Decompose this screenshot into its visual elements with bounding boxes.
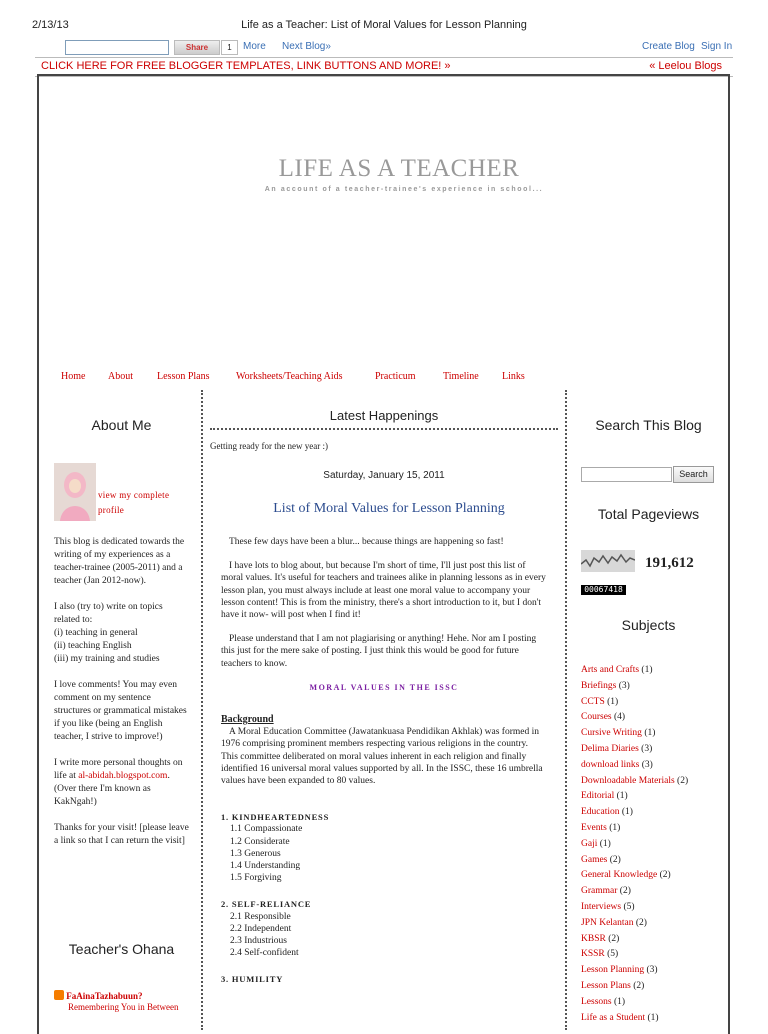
about-topic: (ii) teaching English bbox=[54, 641, 132, 651]
subject-link[interactable]: Delima Diaries bbox=[581, 743, 639, 754]
subject-link[interactable]: Lessons bbox=[581, 996, 612, 1007]
about-me-heading: About Me bbox=[91, 417, 152, 433]
pageviews-count: 191,612 bbox=[645, 555, 694, 571]
subject-count: (3) bbox=[641, 743, 653, 754]
about-text bbox=[54, 536, 189, 861]
subject-count: (1) bbox=[607, 696, 619, 707]
tab-home[interactable]: Home bbox=[61, 371, 86, 382]
subject-count: (2) bbox=[609, 854, 621, 865]
subject-item[interactable] bbox=[581, 695, 741, 711]
subject-link[interactable]: Downloadable Materials bbox=[581, 775, 675, 786]
ohana-post-title[interactable]: Remembering You in Between bbox=[68, 1002, 179, 1012]
subjects-heading: Subjects bbox=[621, 617, 676, 633]
subject-item[interactable] bbox=[581, 963, 741, 979]
al-abidah-link[interactable]: al-abidah.blogspot.com bbox=[78, 771, 168, 781]
leelou-blogs-link[interactable]: « Leelou Blogs bbox=[649, 60, 722, 72]
about-paragraph: This blog is dedicated towards the writing of my experiences as a teacher-trainee (2005-2011) and a teacher (Jan 2012-now). bbox=[54, 537, 185, 586]
subject-link[interactable]: Gaji bbox=[581, 838, 598, 849]
subject-link[interactable]: Games bbox=[581, 854, 608, 865]
subject-count: (1) bbox=[614, 996, 626, 1007]
subject-item[interactable] bbox=[581, 726, 741, 742]
site-title[interactable]: LIFE AS A TEACHER bbox=[278, 155, 520, 182]
background-heading: Background bbox=[221, 714, 274, 726]
about-paragraph: I love comments! You may even comment on my sentence structures or grammatical mistakes if you like (being an English teacher, I strive to improve!) bbox=[54, 680, 187, 742]
about-topic: (iii) my training and studies bbox=[54, 654, 160, 664]
search-blog-heading: Search This Blog bbox=[595, 417, 702, 433]
site-subtitle: An account of a teacher-trainee's experience in school... bbox=[264, 186, 544, 193]
about-paragraph: I write more personal thoughts on life at al-abidah.blogspot.com. (Over there I'm known as KakNgah!) bbox=[54, 758, 183, 807]
issc-heading: MORAL VALUES IN THE ISSC bbox=[309, 682, 459, 692]
subject-link[interactable]: CCTS bbox=[581, 696, 605, 707]
subject-link[interactable]: JPN Kelantan bbox=[581, 917, 634, 928]
subject-item[interactable] bbox=[581, 679, 741, 695]
subject-item[interactable] bbox=[581, 710, 741, 726]
share-count: 1 bbox=[221, 40, 238, 55]
subject-item[interactable] bbox=[581, 900, 741, 916]
tab-worksheets[interactable]: Worksheets/Teaching Aids bbox=[236, 371, 343, 382]
subject-link[interactable]: Editorial bbox=[581, 791, 615, 802]
subject-link[interactable]: Grammar bbox=[581, 886, 618, 897]
post-paragraph: I have lots to blog about, but because I'm short of time, I'll just post this list of moral values. It's useful for teachers and trainees alike in planning lessons as in every lesson plan, you must always include at least one moral value to accompany your lesson content! This is from the ministry, there's a short introduction to it, but I don't have it now- will post when I find it! bbox=[221, 561, 546, 621]
print-title: Life as a Teacher: List of Moral Values for Lesson Planning bbox=[241, 19, 527, 31]
subject-item[interactable] bbox=[581, 774, 741, 790]
teachers-ohana-heading: Teacher's Ohana bbox=[68, 941, 175, 957]
share-button[interactable]: Share bbox=[174, 40, 220, 55]
post-paragraph: These few days have been a blur... because things are happening so fast! bbox=[229, 537, 504, 547]
latest-happenings-text: Getting ready for the new year :) bbox=[210, 441, 328, 451]
subject-count: (4) bbox=[614, 712, 626, 723]
subject-item[interactable] bbox=[581, 758, 741, 774]
value-section-heading: 1. KINDHEARTEDNESS bbox=[221, 812, 330, 823]
next-blog-link[interactable]: Next Blog» bbox=[282, 41, 331, 52]
tab-links[interactable]: Links bbox=[502, 371, 525, 382]
subject-count: (1) bbox=[641, 665, 653, 675]
subject-count: (1) bbox=[616, 791, 628, 802]
tab-timeline[interactable]: Timeline bbox=[443, 371, 479, 382]
subjects-list bbox=[581, 663, 741, 1026]
leelou-templates-link[interactable]: CLICK HERE FOR FREE BLOGGER TEMPLATES, LINK BUTTONS AND MORE! » bbox=[41, 60, 451, 72]
subject-item[interactable] bbox=[581, 868, 741, 884]
subject-item[interactable] bbox=[581, 916, 741, 932]
subject-count: (2) bbox=[608, 933, 620, 944]
subject-count: (2) bbox=[659, 870, 671, 881]
subject-count: (1) bbox=[621, 807, 633, 818]
subject-count: (2) bbox=[635, 917, 647, 928]
subject-link[interactable]: Cursive Writing bbox=[581, 728, 642, 739]
about-paragraph: Thanks for your visit! [please leave a link so that I can return the visit] bbox=[54, 823, 189, 846]
value-item: 2.2 Independent bbox=[230, 923, 292, 934]
sign-in-link[interactable]: Sign In bbox=[701, 41, 733, 52]
print-date: 2/13/13 bbox=[32, 19, 69, 31]
subject-item[interactable] bbox=[581, 995, 741, 1011]
subject-item[interactable] bbox=[581, 837, 741, 853]
subject-count: (1) bbox=[599, 838, 611, 849]
more-link[interactable]: More bbox=[243, 41, 266, 52]
about-paragraph: I also (try to) write on topics related to: bbox=[54, 602, 163, 625]
post-date: Saturday, January 15, 2011 bbox=[323, 470, 445, 481]
tab-practicum[interactable]: Practicum bbox=[375, 371, 416, 382]
subject-count: (3) bbox=[618, 680, 630, 691]
subject-link[interactable]: KSSR bbox=[581, 949, 605, 960]
subject-item[interactable] bbox=[581, 805, 741, 821]
subject-item[interactable] bbox=[581, 884, 741, 900]
search-button[interactable]: Search bbox=[673, 466, 714, 483]
subject-count: (2) bbox=[633, 980, 645, 991]
pageviews-sparkline bbox=[581, 550, 635, 572]
subject-item[interactable] bbox=[581, 663, 741, 679]
subject-link[interactable]: download links bbox=[581, 759, 640, 770]
post-body bbox=[221, 536, 547, 986]
view-profile-link[interactable]: view my complete profile bbox=[98, 490, 170, 515]
post-title[interactable]: List of Moral Values for Lesson Planning bbox=[273, 501, 505, 516]
value-section-heading: 2. SELF-RELIANCE bbox=[221, 899, 312, 910]
right-column-divider bbox=[565, 390, 567, 1030]
value-item: 1.2 Considerate bbox=[230, 836, 290, 847]
hit-counter: 00067418 bbox=[581, 585, 626, 595]
subject-count: (1) bbox=[644, 728, 656, 739]
subject-item[interactable] bbox=[581, 853, 741, 869]
latest-happenings-rule bbox=[210, 428, 558, 430]
value-item: 1.3 Generous bbox=[230, 848, 281, 859]
left-column-divider bbox=[201, 390, 203, 1030]
value-item: 1.1 Compassionate bbox=[230, 824, 303, 835]
value-item: 1.5 Forgiving bbox=[230, 873, 282, 884]
ohana-list-item[interactable] bbox=[54, 990, 194, 1013]
subject-link[interactable]: Events bbox=[581, 822, 607, 833]
subject-link[interactable]: KBSR bbox=[581, 933, 606, 944]
subject-link[interactable]: Interviews bbox=[581, 901, 622, 912]
subject-count: (5) bbox=[607, 949, 619, 960]
blog-search-input[interactable] bbox=[581, 467, 672, 482]
value-section-heading: 3. HUMILITY bbox=[221, 974, 284, 985]
ohana-blog-title[interactable]: FaAinaTazhabuun? bbox=[66, 991, 143, 1001]
subject-link[interactable]: Arts and Crafts bbox=[581, 665, 640, 675]
subject-count: (1) bbox=[609, 822, 621, 833]
value-item: 2.1 Responsible bbox=[230, 911, 291, 922]
subject-link[interactable]: Lesson Planning bbox=[581, 965, 645, 976]
subject-count: (3) bbox=[646, 965, 658, 976]
subject-link[interactable]: Lesson Plans bbox=[581, 980, 631, 991]
value-item: 2.4 Self-confident bbox=[230, 948, 299, 959]
post-paragraph: Please understand that I am not plagiarising or anything! Hehe. Nor am I posting this just for the mere sake of posting. I just think this would be good for future teachers to know. bbox=[221, 634, 537, 669]
blogger-icon bbox=[54, 990, 64, 1000]
subject-item[interactable] bbox=[581, 821, 741, 837]
subject-count: (5) bbox=[623, 901, 635, 912]
avatar[interactable] bbox=[54, 463, 96, 521]
subject-item[interactable] bbox=[581, 979, 741, 995]
navbar-search-input[interactable] bbox=[65, 40, 169, 55]
subject-count: (3) bbox=[641, 759, 653, 770]
tab-lesson-plans[interactable]: Lesson Plans bbox=[157, 371, 210, 382]
value-item: 2.3 Industrious bbox=[230, 936, 287, 947]
subject-count: (2) bbox=[619, 886, 631, 897]
subject-item[interactable] bbox=[581, 742, 741, 758]
latest-happenings-heading: Latest Happenings bbox=[329, 408, 439, 423]
subject-count: (2) bbox=[677, 775, 689, 786]
create-blog-link[interactable]: Create Blog bbox=[642, 41, 695, 52]
about-topic: (i) teaching in general bbox=[54, 628, 138, 638]
subject-count: (1) bbox=[647, 1012, 659, 1023]
subject-item[interactable] bbox=[581, 789, 741, 805]
value-item: 1.4 Understanding bbox=[230, 861, 301, 872]
subject-link[interactable]: Briefings bbox=[581, 680, 617, 691]
tab-about[interactable]: About bbox=[108, 371, 133, 382]
subject-link[interactable]: Education bbox=[581, 807, 620, 818]
total-pageviews-heading: Total Pageviews bbox=[597, 506, 700, 522]
subject-link[interactable]: Life as a Student bbox=[581, 1012, 646, 1023]
background-paragraph: A Moral Education Committee (Jawatankuasa Pendidikan Akhlak) was formed in 1976 comprising prominent members respecting various religions in the country. This committee deliberated on moral values inherent in each religion and finally identified 16 universal moral values supported by all. In the ISSC, these 16 umbrella values have been expanded to 80 values. bbox=[221, 727, 543, 787]
subject-item[interactable] bbox=[581, 947, 741, 963]
subject-link[interactable]: General Knowledge bbox=[581, 870, 658, 881]
subject-link[interactable]: Courses bbox=[581, 712, 612, 723]
subject-item[interactable] bbox=[581, 932, 741, 948]
